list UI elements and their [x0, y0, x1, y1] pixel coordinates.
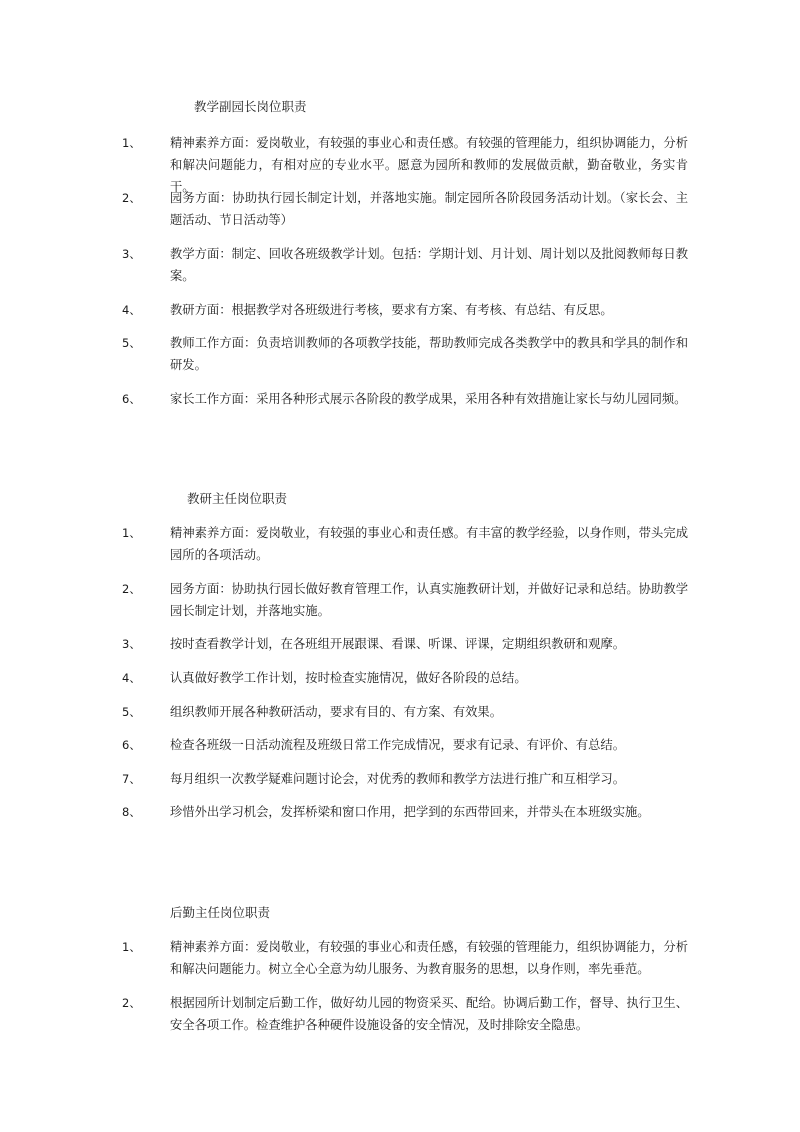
- item-text: 组织教师开展各种教研活动，要求有目的、有方案、有效果。: [170, 705, 503, 719]
- item-number: 3、: [122, 247, 141, 261]
- item-text: 珍惜外出学习机会，发挥桥梁和窗口作用，把学到的东西带回来，并带头在本班级实施。: [170, 805, 650, 819]
- item-text: 教师工作方面：负责培训教师的各项教学技能，帮助教师完成各类教学中的教具和学具的制作和研发。: [170, 336, 688, 372]
- item-number: 5、: [122, 705, 141, 719]
- section-title: 后勤主任岗位职责: [170, 905, 271, 920]
- item-number: 8、: [122, 805, 141, 819]
- item-text: 精神素养方面：爱岗敬业，有较强的事业心和责任感，有较强的管理能力，组织协调能力，分析和解决问题能力。树立全心全意为幼儿服务、为教育服务的思想，以身作则，率先垂范。: [170, 940, 688, 976]
- item-text: 精神素养方面：爱岗敬业，有较强的事业心和责任感。有丰富的教学经验，以身作则，带头完成园所的各项活动。: [170, 526, 688, 562]
- item-text: 教学方面：制定、回收各班级教学计划。包括：学期计划、月计划、周计划以及批阅教师每日教案。: [170, 247, 688, 283]
- item-number: 6、: [122, 392, 141, 406]
- item-text: 园务方面：协助执行园长制定计划，并落地实施。制定园所各阶段园务活动计划。（家长会、主题活动、节日活动等）: [170, 191, 688, 227]
- item-number: 7、: [122, 772, 141, 786]
- item-number: 1、: [122, 940, 141, 954]
- item-number: 5、: [122, 336, 141, 350]
- item-text: 按时查看教学计划，在各班组开展跟课、看课、听课、评课，定期组织教研和观摩。: [170, 637, 625, 651]
- item-number: 2、: [122, 582, 141, 596]
- item-number: 6、: [122, 738, 141, 752]
- item-text: 根据园所计划制定后勤工作，做好幼儿园的物资采买、配给。协调后勤工作，督导、执行卫生、安全各项工作。检查维护各种硬件设施设备的安全情况，及时排除安全隐患。: [170, 996, 688, 1032]
- item-number: 4、: [122, 303, 141, 317]
- item-number: 1、: [122, 526, 141, 540]
- item-number: 4、: [122, 671, 141, 685]
- item-text: 精神素养方面：爱岗敬业，有较强的事业心和责任感。有较强的管理能力，组织协调能力，分析和解决问题能力，有相对应的专业水平。愿意为园所和教师的发展做贡献，勤奋敬业，务实肯干。: [170, 136, 688, 194]
- item-text: 检查各班级一日活动流程及班级日常工作完成情况，要求有记录、有评价、有总结。: [170, 738, 625, 752]
- item-text: 园务方面：协助执行园长做好教育管理工作，认真实施教研计划，并做好记录和总结。协助教学园长制定计划，并落地实施。: [170, 582, 688, 618]
- section-title: 教研主任岗位职责: [187, 491, 288, 506]
- item-text: 家长工作方面：采用各种形式展示各阶段的教学成果，采用各种有效措施让家长与幼儿园同频。: [170, 392, 687, 406]
- item-text: 认真做好教学工作计划，按时检查实施情况，做好各阶段的总结。: [170, 671, 527, 685]
- item-number: 3、: [122, 637, 141, 651]
- item-number: 1、: [122, 136, 141, 150]
- item-text: 教研方面：根据教学对各班级进行考核，要求有方案、有考核、有总结、有反思。: [170, 303, 613, 317]
- item-number: 2、: [122, 996, 141, 1010]
- section-title: 教学副园长岗位职责: [194, 99, 307, 114]
- item-number: 2、: [122, 191, 141, 205]
- item-text: 每月组织一次教学疑难问题讨论会，对优秀的教师和教学方法进行推广和互相学习。: [170, 772, 625, 786]
